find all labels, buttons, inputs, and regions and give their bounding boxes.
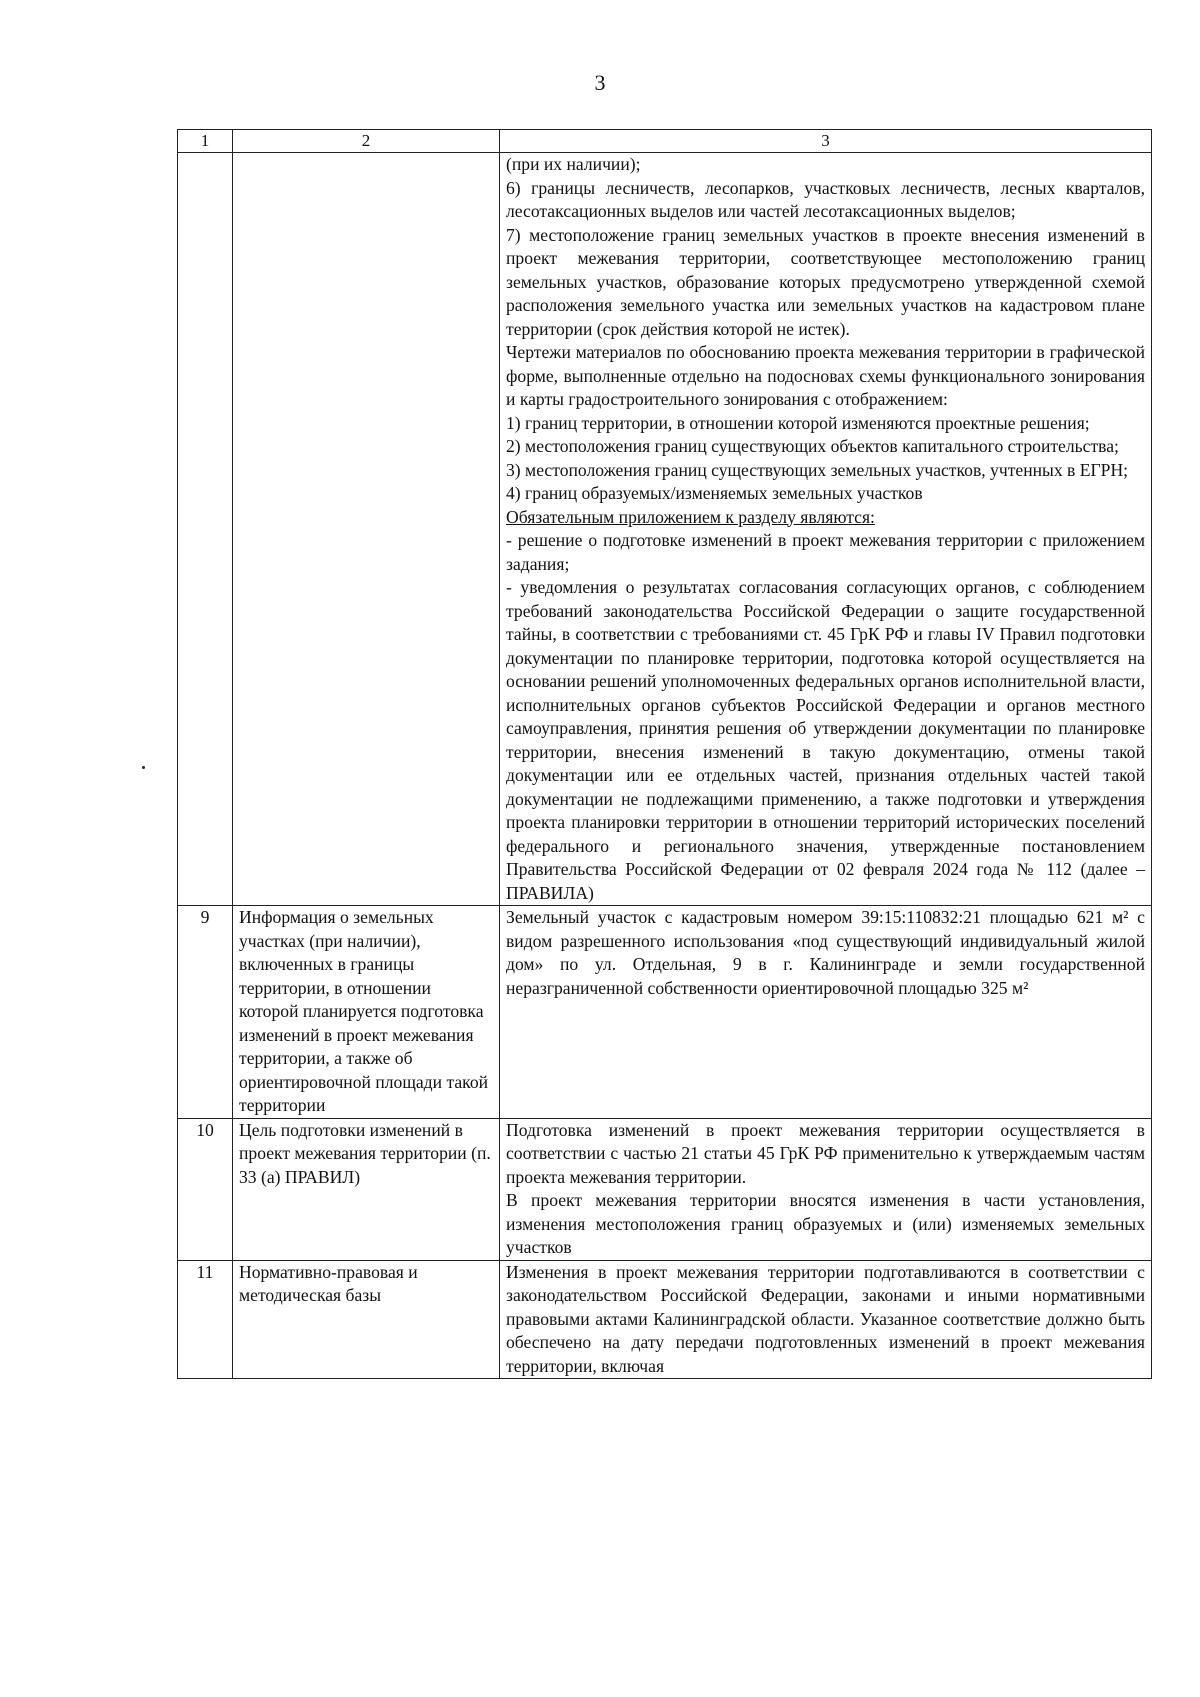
- column-header-2: 2: [233, 130, 500, 153]
- row-content: [500, 1118, 1152, 1260]
- content-paragraph: Чертежи материалов по обоснованию проекта межевания территории в графической форме, выполненные отдельно на подосновах схемы функционального зонирования и карты градостроительного зонирования с отображением:: [506, 342, 1145, 409]
- row-content: [500, 906, 1152, 1119]
- content-paragraph: 3) местоположения границ существующих земельных участков, учтенных в ЕГРН;: [506, 459, 1129, 480]
- content-paragraph: - уведомления о результатах согласования согласующих органов, с соблюдением требований законодательства Российской Федерации о защите государственной тайны, в соответствии с требованиями ст. 45 ГрК РФ и главы IV Правил подготовки документации по планировке территории, подготовка которой осуществляется на основании решений уполномоченных федеральных органов исполнительной власти, исполнительных органов субъектов Российской Федерации и органов местного самоуправления, принятия решения об утверждении документации по планировке территории, внесения изменений в такую документацию, отмены такой документации или ее отдельных частей, признания отдельных частей такой документации не подлежащими применению, а также подготовки и утверждения проекта планировки территории в отношении территорий исторических поселений федерального и регионального значения, утвержденные постановлением Правительства Российской Федерации от 02 февраля 2024 года № 112 (далее – ПРАВИЛА): [506, 577, 1145, 903]
- content-paragraph: 6) границы лесничеств, лесопарков, участковых лесничеств, лесных кварталов, лесотаксационных выделов или частей лесотаксационных выделов;: [506, 177, 1145, 221]
- table-row: [178, 1118, 1152, 1260]
- row-label: Цель подготовки изменений в проект межевания территории (п. 33 (а) ПРАВИЛ): [233, 1118, 500, 1260]
- content-paragraph: Подготовка изменений в проект межевания территории осуществляется в соответствии с частью 21 статьи 45 ГрК РФ применительно к утверждаемым частям проекта межевания территории.: [506, 1119, 1145, 1187]
- table-row: [178, 1260, 1152, 1379]
- row-number: [178, 153, 233, 906]
- table-row: [178, 153, 1152, 906]
- row-number: 11: [178, 1260, 233, 1379]
- row-number: 9: [178, 906, 233, 1119]
- column-header-1: 1: [178, 130, 233, 153]
- row-content: [500, 153, 1152, 906]
- content-paragraph: [506, 506, 1145, 530]
- underlined-heading: Обязательным приложением к разделу являются:: [506, 506, 875, 527]
- scan-artifact-dot: [142, 766, 145, 769]
- row-label: [233, 153, 500, 906]
- row-number: 10: [178, 1118, 233, 1260]
- content-paragraph: 2) местоположения границ существующих объектов капитального строительства;: [506, 436, 1119, 456]
- column-header-3: 3: [500, 130, 1152, 153]
- page-number: 3: [594, 70, 606, 95]
- document-table: [177, 129, 1152, 1379]
- row-content: [500, 1260, 1152, 1379]
- table-body: [178, 153, 1152, 1379]
- row-label: Нормативно-правовая и методическая базы: [233, 1260, 500, 1379]
- content-paragraph: В проект межевания территории вносятся изменения в части установления, изменения местоположения границ образуемых и (или) изменяемых земельных участков: [506, 1190, 1145, 1257]
- content-paragraph: Изменения в проект межевания территории подготавливаются в соответствии с законодательством Российской Федерации, законами и иными нормативными правовыми актами Калининградской области. Указанное соответствие должно быть обеспечено на дату передачи подготовленных изменений в проект межевания территории, включая: [506, 1261, 1145, 1376]
- content-paragraph: 1) границ территории, в отношении которой изменяются проектные решения;: [506, 412, 1090, 433]
- content-paragraph: - решение о подготовке изменений в проект межевания территории с приложением задания;: [506, 530, 1145, 574]
- content-paragraph: 7) местоположение границ земельных участков в проекте внесения изменений в проект межевания территории, соответствующее местоположению границ земельных участков, образование которых предусмотрено утвержденной схемой расположения земельного участка или земельных участков на кадастровом плане территории (срок действия которой не истек).: [506, 224, 1145, 339]
- table-row: [178, 906, 1152, 1119]
- row-label: Информация о земельных участках (при наличии), включенных в границы территории, в отношении которой планируется подготовка изменений в проект межевания территории, а также об ориентировочной площади такой территории: [233, 906, 500, 1119]
- content-paragraph: 4) границ образуемых/изменяемых земельных участков: [506, 483, 923, 503]
- content-paragraph: Земельный участок с кадастровым номером 39:15:110832:21 площадью 621 м² с видом разрешенного использования «под существующий индивидуальный жилой дом» по ул. Отдельная, 9 в г. Калининграде и земли государственной неразграниченной собственности ориентировочной площадью 325 м²: [506, 907, 1145, 998]
- content-paragraph: (при их наличии);: [506, 154, 641, 174]
- table-header-row: [178, 130, 1152, 153]
